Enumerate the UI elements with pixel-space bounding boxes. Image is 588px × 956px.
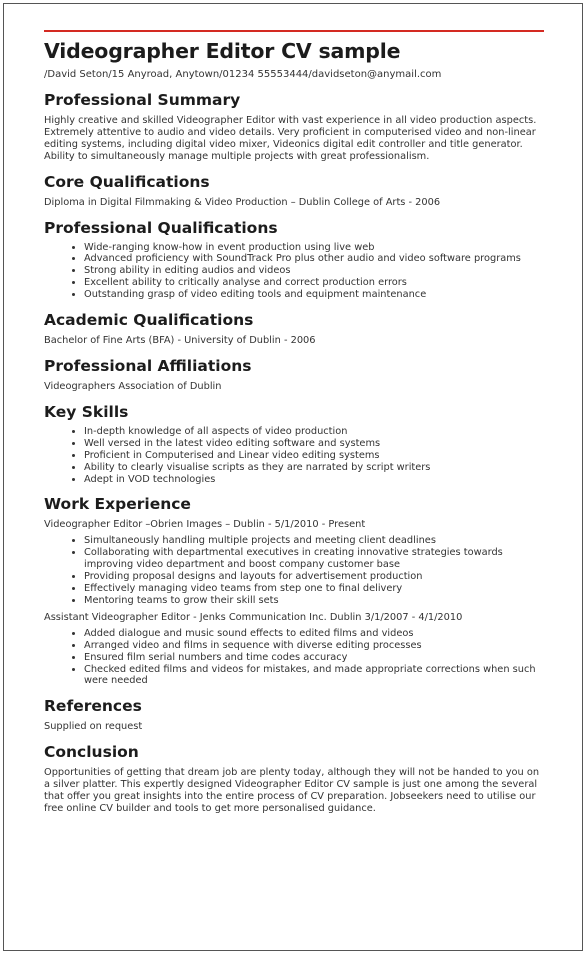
list-item: • Collaborating with departmental executives in creating innovative strategies towards improving video department and boost company customer base	[84, 547, 546, 571]
section-key-skills	[44, 402, 546, 486]
list-item: • Advanced proficiency with SoundTrack Pro plus other audio and video software programs	[84, 253, 546, 265]
list-item: • Ensured film serial numbers and time codes accuracy	[84, 652, 546, 664]
section-heading: Work Experience	[44, 495, 191, 514]
list-item: • Adept in VOD technologies	[84, 474, 546, 486]
skills-list	[44, 426, 546, 486]
job-title: Videographer Editor –Obrien Images – Dublin - 5/1/2010 - Present	[44, 519, 366, 531]
list-item: • Effectively managing video teams from step one to final delivery	[84, 583, 546, 595]
section-conclusion	[44, 742, 546, 815]
list-item: • Mentoring teams to grow their skill sets	[84, 595, 546, 607]
list-item: • Checked edited films and videos for mistakes, and made appropriate corrections when such were needed	[84, 664, 546, 688]
section-references	[44, 696, 546, 733]
list-item: • Outstanding grasp of video editing tools and equipment maintenance	[84, 289, 546, 301]
list-item: • Wide-ranging know-how in event production using live web	[84, 242, 546, 254]
list-item: • Well versed in the latest video editing software and systems	[84, 438, 546, 450]
section-heading: Academic Qualifications	[44, 311, 254, 330]
section-heading: Professional Summary	[44, 91, 241, 109]
list-item: • Proficient in Computerised and Linear video editing systems	[84, 450, 546, 462]
section-heading: Conclusion	[44, 743, 139, 762]
section-heading: Key Skills	[44, 402, 129, 421]
list-item: • Arranged video and films in sequence with diverse editing processes	[84, 640, 546, 652]
section-academic-qualifications	[44, 310, 546, 347]
list-item: • Simultaneously handling multiple projects and meeting client deadlines	[84, 535, 546, 547]
section-work-experience	[44, 494, 546, 687]
section-heading: Professional Qualifications	[44, 218, 278, 237]
page-title: Videographer Editor CV sample	[44, 39, 401, 63]
list-item: • Excellent ability to critically analyse and correct production errors	[84, 277, 546, 289]
list-item: • Providing proposal designs and layouts for advertisement production	[84, 571, 546, 583]
list-item: • Strong ability in editing audios and videos	[84, 265, 546, 277]
qualifications-list	[44, 242, 546, 302]
core-qualification-text: Diploma in Digital Filmmaking & Video Production – Dublin College of Arts - 2006	[44, 196, 441, 208]
job-title: Assistant Videographer Editor - Jenks Communication Inc. Dublin 3/1/2007 - 4/1/2010	[44, 611, 463, 623]
academic-text: Bachelor of Fine Arts (BFA) - University of Dublin - 2006	[44, 335, 316, 347]
section-professional-summary	[44, 90, 546, 163]
section-heading: Core Qualifications	[44, 172, 210, 191]
conclusion-text: Opportunities of getting that dream job are plenty today, although they will not be handed to you on a silver platter. This expertly designed Videographer Editor CV sample is just one among the several that offer you great insights into the entire process of CV preparation. Jobseekers need to utilise our free online CV builder and tools to get more personalised guidance.	[44, 767, 540, 814]
list-item: • In-depth knowledge of all aspects of video production	[84, 426, 546, 438]
contact-line: /David Seton/15 Anyroad, Anytown/01234 55553444/davidseton@anymail.com	[44, 69, 442, 80]
section-heading: Professional Affiliations	[44, 356, 252, 375]
job-duties-list	[44, 535, 546, 606]
section-core-qualifications	[44, 172, 546, 209]
affiliations-text: Videographers Association of Dublin	[44, 380, 222, 392]
job-duties-list	[44, 628, 546, 688]
section-heading: References	[44, 697, 142, 716]
section-professional-qualifications	[44, 218, 546, 302]
cv-document	[44, 39, 546, 815]
summary-text: Highly creative and skilled Videographer Editor with vast experience in all video production aspects. Extremely attentive to audio and video details. Very proficient in computerised video and non-linear editing systems, including digital video mixer, Videonics digital edit controller and title generator. Ability to simultaneously manage multiple projects with great professionalism.	[44, 115, 537, 162]
list-item: • Added dialogue and music sound effects to edited films and videos	[84, 628, 546, 640]
list-item: • Ability to clearly visualise scripts as they are narrated by script writers	[84, 462, 546, 474]
section-professional-affiliations	[44, 356, 546, 393]
accent-rule	[44, 30, 544, 32]
references-text: Supplied on request	[44, 721, 143, 733]
